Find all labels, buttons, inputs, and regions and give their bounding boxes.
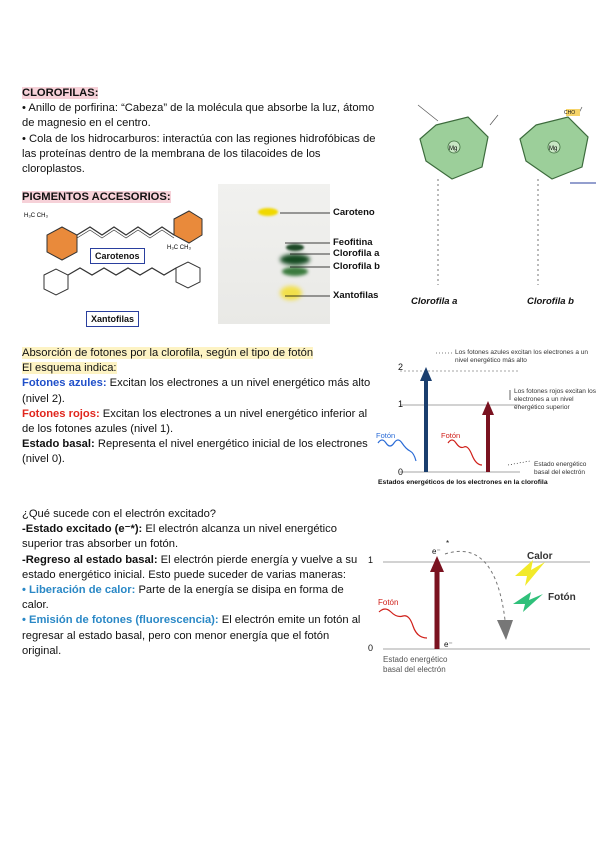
fotones-azules-paragraph <box>22 376 372 406</box>
chlorophyll-a-structure <box>418 105 498 285</box>
pigmentos-title: PIGMENTOS ACCESORIOS: <box>22 191 171 203</box>
regreso-basal-text: El electrón pierde energía y vuelve a su estado energético inicial. Esto puede suceder de varias maneras: <box>22 553 358 581</box>
carotenos-label: Carotenos <box>95 251 140 261</box>
fotones-rojos-paragraph <box>22 407 372 437</box>
d2-star: * <box>446 539 450 548</box>
estado-excitado-paragraph <box>22 522 362 552</box>
carotenos-label-box <box>90 248 145 264</box>
decay-arrowhead <box>497 620 513 640</box>
photon-out-icon <box>513 592 543 612</box>
d2-level-1-label: 1 <box>368 555 374 565</box>
red-photon-wave <box>448 440 482 465</box>
chlorophyll-structures-figure <box>398 95 598 305</box>
level-0-label: 0 <box>398 467 404 477</box>
liberacion-calor-paragraph <box>22 583 362 613</box>
regreso-basal-term: -Regreso al estado basal: <box>22 553 158 566</box>
clorofilas-section <box>22 86 377 177</box>
xanthophyll-left-ring <box>44 269 68 295</box>
clorofila-b-label: Clorofila b <box>527 296 574 307</box>
fotones-azules-text: Excitan los electrones a un nivel energético más alto (nivel 2). <box>22 377 371 405</box>
clorofilas-title: CLOROFILAS: <box>22 87 99 99</box>
chlorophyll-b-structure <box>520 107 596 285</box>
esquema-indica: El esquema indica: <box>22 362 117 375</box>
label-caroteno: Caroteno <box>333 207 375 218</box>
fotones-rojos-term: Fotones rojos: <box>22 407 100 420</box>
foton-out-label: Fotón <box>548 592 576 603</box>
label-clorofila-b: Clorofila b <box>333 261 380 272</box>
regreso-basal-paragraph <box>22 553 362 583</box>
estado-basal-text: Representa el nivel energético inicial de los electrones (nivel 0). <box>22 438 368 466</box>
fotones-rojos-text: Excitan los electrones a un nivel energético inferior al de los fotones azules (nivel 1). <box>22 407 368 436</box>
d2-ground-electron: e⁻ <box>444 640 453 649</box>
heat-bolt-icon <box>515 560 545 586</box>
incoming-photon-wave <box>379 609 427 638</box>
svg-text:Mg: Mg <box>549 146 558 152</box>
emision-fotones-paragraph <box>22 613 362 659</box>
foton-in-label: Fotón <box>378 598 399 607</box>
estado-basal-term: Estado basal: <box>22 438 95 451</box>
fotones-azules-term: Fotones azules: <box>22 377 107 390</box>
carotene-left-ring <box>47 227 77 260</box>
chromatography-leader-lines <box>280 200 340 310</box>
clorofila-a-label: Clorofila a <box>411 296 458 307</box>
emision-fotones-term: • Emisión de fotones (fluorescencia): <box>22 614 219 627</box>
excitado-section <box>22 507 362 659</box>
xanthophyll-right-ring <box>176 262 200 288</box>
xantofilas-label: Xantofilas <box>91 314 135 324</box>
blue-photon-wave <box>378 440 416 461</box>
absorcion-section <box>22 346 372 468</box>
label-clorofila-a: Clorofila a <box>333 248 380 259</box>
cho-label: CHO <box>564 110 576 116</box>
level-2-label: 2 <box>398 362 404 372</box>
estado-excitado-text: El electrón alcanza un nivel energético superior tras absorber un fotón. <box>22 523 337 551</box>
clorofilas-bullet-1: • Anillo de porfirina: “Cabeza” de la molécula que absorbe la luz, átomo de magnesio en el centro. <box>22 102 375 130</box>
estado-basal-paragraph <box>22 437 372 467</box>
clorofilas-bullet-2: • Cola de los hidrocarburos: interactúa con las regiones hidrofóbicas de las proteínas dentro de la membrana de los tilacoides de los cloroplastos. <box>22 132 376 176</box>
estado-excitado-term: -Estado excitado (e⁻*): <box>22 523 143 536</box>
h3c-label: H₃C CH₃ <box>24 213 48 219</box>
absorcion-title: Absorción de fotones por la clorofila, según el tipo de fotón <box>22 347 314 359</box>
emision-fotones-text: El electrón emite un fotón al regresar al estado basal, pero con menor energía que el fotón original. <box>22 614 361 657</box>
label-feofitina: Feofitina <box>333 237 373 248</box>
calor-label: Calor <box>527 551 553 562</box>
carotene-right-ring <box>174 211 202 243</box>
xantofilas-label-box <box>86 311 139 327</box>
h3c-label-right: H₃C CH₃ <box>167 245 191 251</box>
note-basal-state: Estado energético basal del electrón <box>534 461 587 476</box>
d2-level-0-label: 0 <box>368 643 374 653</box>
level-1-label: 1 <box>398 399 404 409</box>
diagram1-caption: Estados energéticos de los electrones en la clorofila <box>378 479 548 486</box>
diagram2-caption: Estado energético basal del electrón <box>383 655 448 674</box>
note-blue-photons: Los fotones azules excitan los electrones a un nivel energético más alto <box>455 349 588 364</box>
excitado-title: ¿Qué sucede con el electrón excitado? <box>22 508 217 520</box>
label-xantofilas: Xantofilas <box>333 290 379 301</box>
pigmentos-title-wrap <box>22 190 171 205</box>
foton-red-label: Fotón <box>441 431 461 440</box>
liberacion-calor-term: • Liberación de calor: <box>22 584 136 597</box>
band-caroteno <box>258 208 278 216</box>
foton-blue-label: Fotón <box>376 431 396 440</box>
liberacion-calor-text: Parte de la energía se disipa en forma de calor. <box>22 584 344 612</box>
note-red-photons: Los fotones rojos excitan los electrones a un nivel energético superior <box>514 388 597 411</box>
carotenoid-structures-figure <box>22 205 212 325</box>
d2-excited-electron: e⁻ <box>432 547 441 556</box>
svg-text:Mg: Mg <box>449 146 458 152</box>
xanthophyll-chain <box>68 268 176 275</box>
